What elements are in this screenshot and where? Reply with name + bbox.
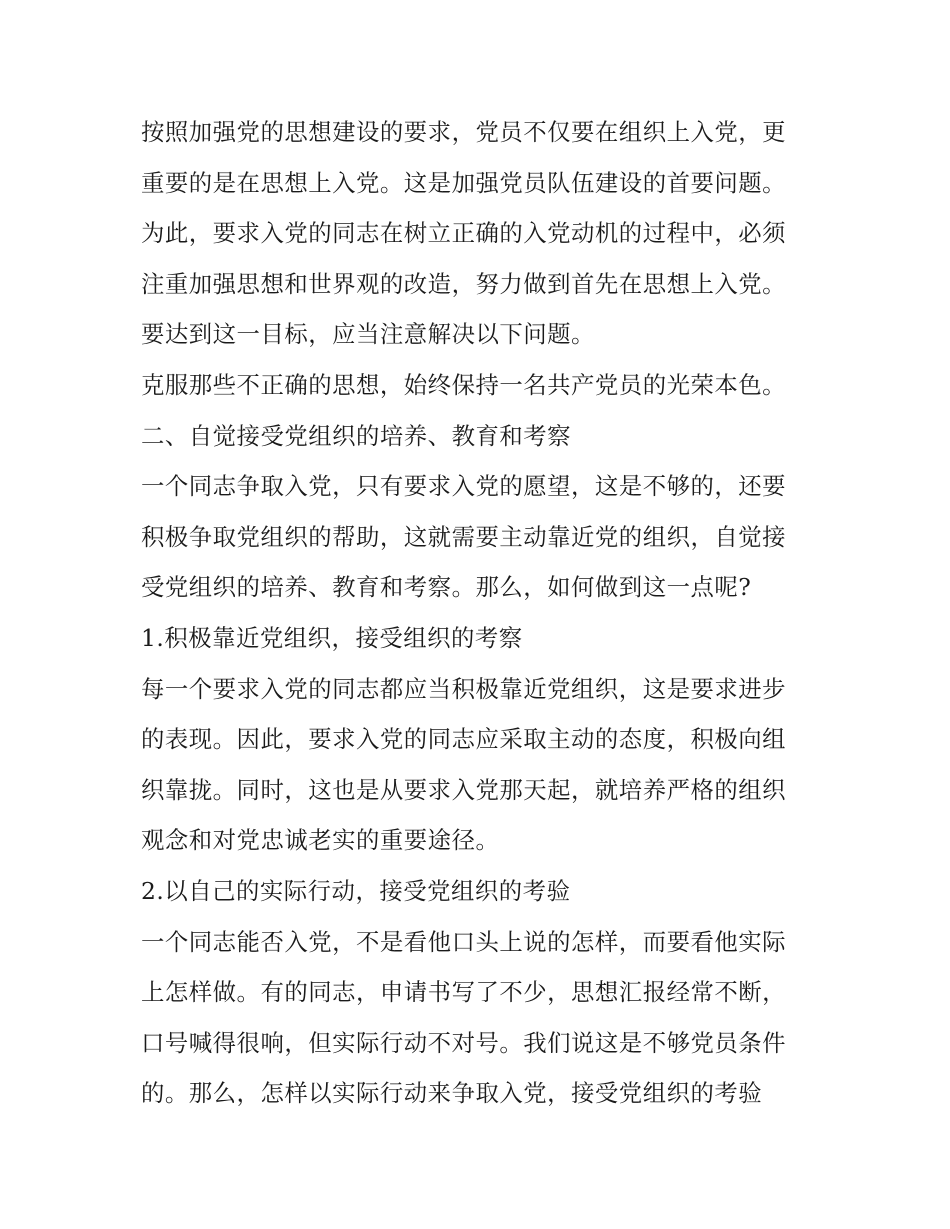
text-line: 一个同志争取入党，只有要求入党的愿望，这是不够的，还要 bbox=[141, 472, 787, 501]
subsection-heading: 2.以自己的实际行动，接受党组织的考验 bbox=[141, 876, 571, 905]
text-line: 织靠拢。同时，这也是从要求入党那天起，就培养严格的组织 bbox=[141, 775, 787, 804]
section-heading: 二、自觉接受党组织的培养、教育和考察 bbox=[141, 421, 572, 450]
text-line: 注重加强思想和世界观的改造，努力做到首先在思想上入党。 bbox=[141, 269, 787, 298]
text-line: 一个同志能否入党，不是看他口头上说的怎样，而要看他实际 bbox=[141, 927, 787, 956]
text-line: 的表现。因此，要求入党的同志应采取主动的态度，积极向组 bbox=[141, 725, 787, 754]
text-line: 重要的是在思想上入党。这是加强党员队伍建设的首要问题。 bbox=[141, 168, 787, 197]
text-line: 上怎样做。有的同志，申请书写了不少，思想汇报经常不断， bbox=[141, 978, 787, 1007]
text-line: 的。那么，怎样以实际行动来争取入党，接受党组织的考验 bbox=[141, 1079, 763, 1108]
text-line: 受党组织的培养、教育和考察。那么，如何做到这一点呢? bbox=[141, 573, 752, 602]
text-line: 每一个要求入党的同志都应当积极靠近党组织，这是要求进步 bbox=[141, 674, 787, 703]
document-body bbox=[141, 107, 816, 1119]
text-line: 口号喊得很响，但实际行动不对号。我们说这是不够党员条件 bbox=[141, 1028, 787, 1057]
text-line: 克服那些不正确的思想，始终保持一名共产党员的光荣本色。 bbox=[141, 370, 787, 399]
text-line: 为此，要求入党的同志在树立正确的入党动机的过程中，必须 bbox=[141, 219, 787, 248]
subsection-heading: 1.积极靠近党组织，接受组织的考察 bbox=[141, 623, 523, 652]
text-line: 观念和对党忠诚老实的重要途径。 bbox=[141, 826, 500, 855]
text-line: 积极争取党组织的帮助，这就需要主动靠近党的组织，自觉接 bbox=[141, 522, 787, 551]
text-line: 按照加强党的思想建设的要求，党员不仅要在组织上入党，更 bbox=[141, 118, 787, 146]
text-line: 要达到这一目标，应当注意解决以下问题。 bbox=[141, 320, 595, 349]
